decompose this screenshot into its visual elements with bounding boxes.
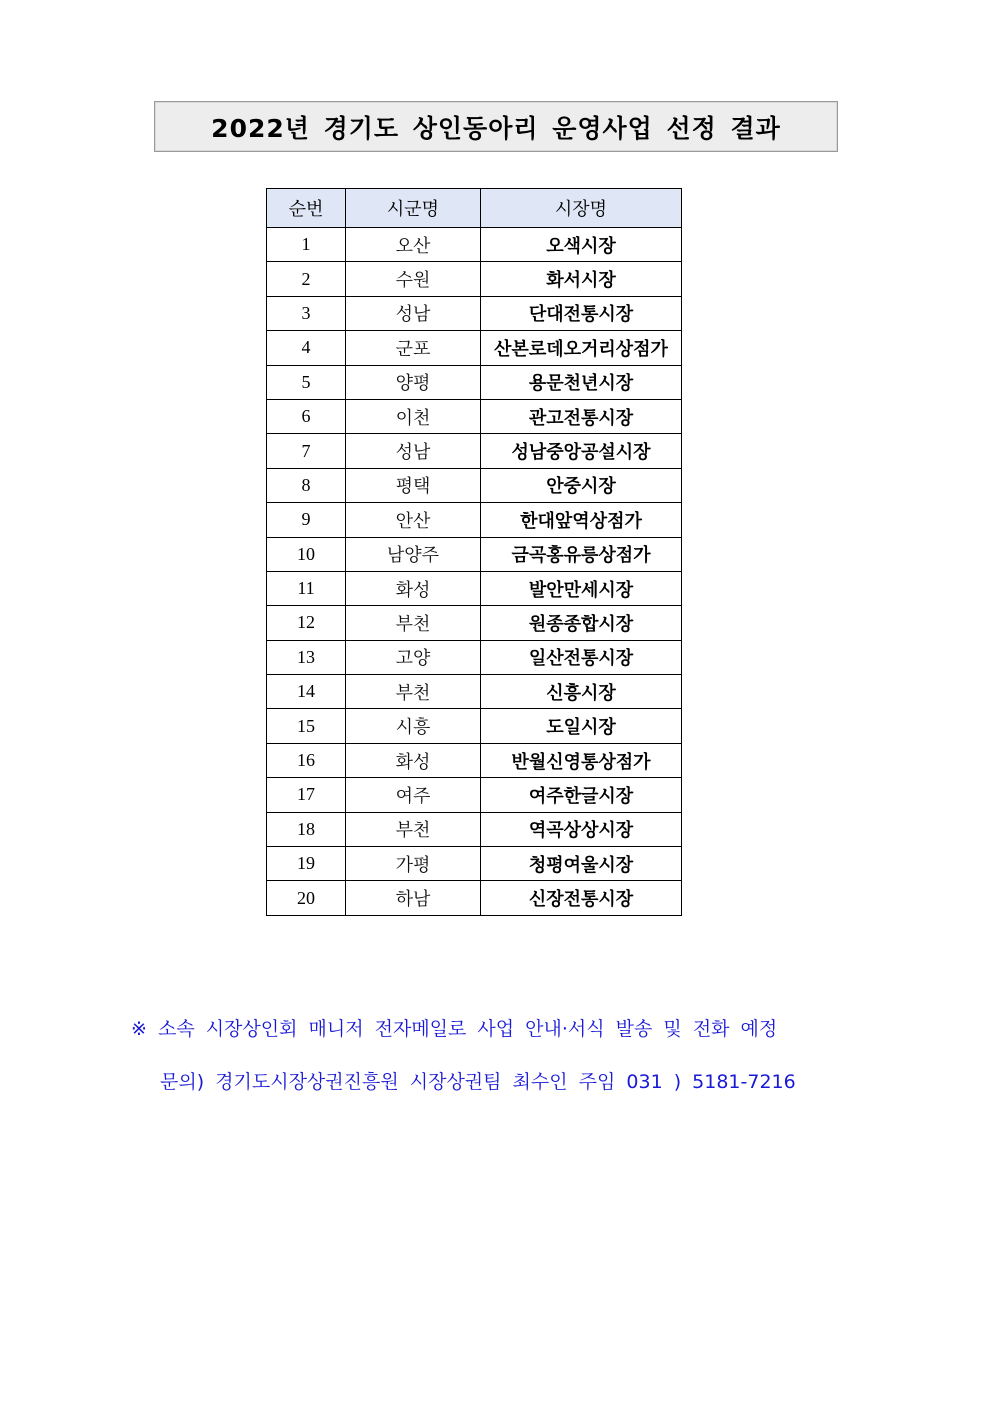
row-market: 성남중앙공설시장 <box>481 434 682 468</box>
title-box <box>154 101 838 152</box>
row-no: 2 <box>267 262 346 296</box>
table-row <box>267 606 682 640</box>
row-market: 금곡홍유릉상점가 <box>481 537 682 571</box>
row-city: 이천 <box>346 399 481 433</box>
table-row <box>267 503 682 537</box>
table-row <box>267 262 682 296</box>
row-no: 19 <box>267 847 346 881</box>
row-no: 6 <box>267 399 346 433</box>
row-market: 안중시장 <box>481 468 682 502</box>
table-row <box>267 331 682 365</box>
row-market: 단대전통시장 <box>481 296 682 330</box>
table-row <box>267 812 682 846</box>
row-no: 8 <box>267 468 346 502</box>
row-market: 용문천년시장 <box>481 365 682 399</box>
row-no: 4 <box>267 331 346 365</box>
header-city: 시군명 <box>346 189 481 228</box>
row-city: 부천 <box>346 675 481 709</box>
row-no: 9 <box>267 503 346 537</box>
table-header-row <box>267 189 682 228</box>
row-no: 15 <box>267 709 346 743</box>
row-city: 남양주 <box>346 537 481 571</box>
notice-text: ※ 소속 시장상인회 매니저 전자메일로 사업 안내·서식 발송 및 전화 예정 <box>131 1018 778 1040</box>
row-market: 한대앞역상점가 <box>481 503 682 537</box>
selection-result-table <box>266 188 682 916</box>
table-row <box>267 743 682 777</box>
row-city: 안산 <box>346 503 481 537</box>
row-city: 양평 <box>346 365 481 399</box>
row-market: 역곡상상시장 <box>481 812 682 846</box>
table-row <box>267 434 682 468</box>
row-no: 7 <box>267 434 346 468</box>
row-market: 반월신영통상점가 <box>481 743 682 777</box>
row-no: 5 <box>267 365 346 399</box>
table-row <box>267 571 682 605</box>
row-city: 부천 <box>346 606 481 640</box>
row-city: 오산 <box>346 228 481 262</box>
row-city: 여주 <box>346 778 481 812</box>
row-no: 14 <box>267 675 346 709</box>
table-row <box>267 847 682 881</box>
row-city: 부천 <box>346 812 481 846</box>
row-market: 원종종합시장 <box>481 606 682 640</box>
row-city: 고양 <box>346 640 481 674</box>
row-market: 도일시장 <box>481 709 682 743</box>
row-market: 산본로데오거리상점가 <box>481 331 682 365</box>
row-city: 화성 <box>346 743 481 777</box>
table-row <box>267 228 682 262</box>
row-city: 시흥 <box>346 709 481 743</box>
row-no: 16 <box>267 743 346 777</box>
table-row <box>267 881 682 915</box>
row-no: 20 <box>267 881 346 915</box>
table-row <box>267 468 682 502</box>
row-city: 군포 <box>346 331 481 365</box>
table-row <box>267 537 682 571</box>
row-no: 17 <box>267 778 346 812</box>
row-market: 청평여울시장 <box>481 847 682 881</box>
row-market: 신장전통시장 <box>481 881 682 915</box>
table-row <box>267 675 682 709</box>
row-market: 관고전통시장 <box>481 399 682 433</box>
table-body <box>267 228 682 916</box>
table-row <box>267 640 682 674</box>
table-row <box>267 709 682 743</box>
page-title: 2022년 경기도 상인동아리 운영사업 선정 결과 <box>211 113 781 143</box>
row-market: 신흥시장 <box>481 675 682 709</box>
table-row <box>267 399 682 433</box>
table-row <box>267 296 682 330</box>
row-market: 화서시장 <box>481 262 682 296</box>
row-market: 오색시장 <box>481 228 682 262</box>
row-no: 3 <box>267 296 346 330</box>
row-city: 화성 <box>346 571 481 605</box>
table-row <box>267 365 682 399</box>
row-no: 10 <box>267 537 346 571</box>
row-city: 하남 <box>346 881 481 915</box>
row-no: 11 <box>267 571 346 605</box>
row-market: 일산전통시장 <box>481 640 682 674</box>
header-market: 시장명 <box>481 189 682 228</box>
row-market: 발안만세시장 <box>481 571 682 605</box>
contact-info: 문의) 경기도시장상권진흥원 시장상권팀 최수인 주임 031 ) 5181-7216 <box>160 1071 796 1093</box>
row-city: 성남 <box>346 434 481 468</box>
row-city: 수원 <box>346 262 481 296</box>
table-row <box>267 778 682 812</box>
row-no: 12 <box>267 606 346 640</box>
header-no: 순번 <box>267 189 346 228</box>
row-market: 여주한글시장 <box>481 778 682 812</box>
row-city: 평택 <box>346 468 481 502</box>
row-city: 성남 <box>346 296 481 330</box>
row-no: 1 <box>267 228 346 262</box>
row-city: 가평 <box>346 847 481 881</box>
row-no: 13 <box>267 640 346 674</box>
row-no: 18 <box>267 812 346 846</box>
